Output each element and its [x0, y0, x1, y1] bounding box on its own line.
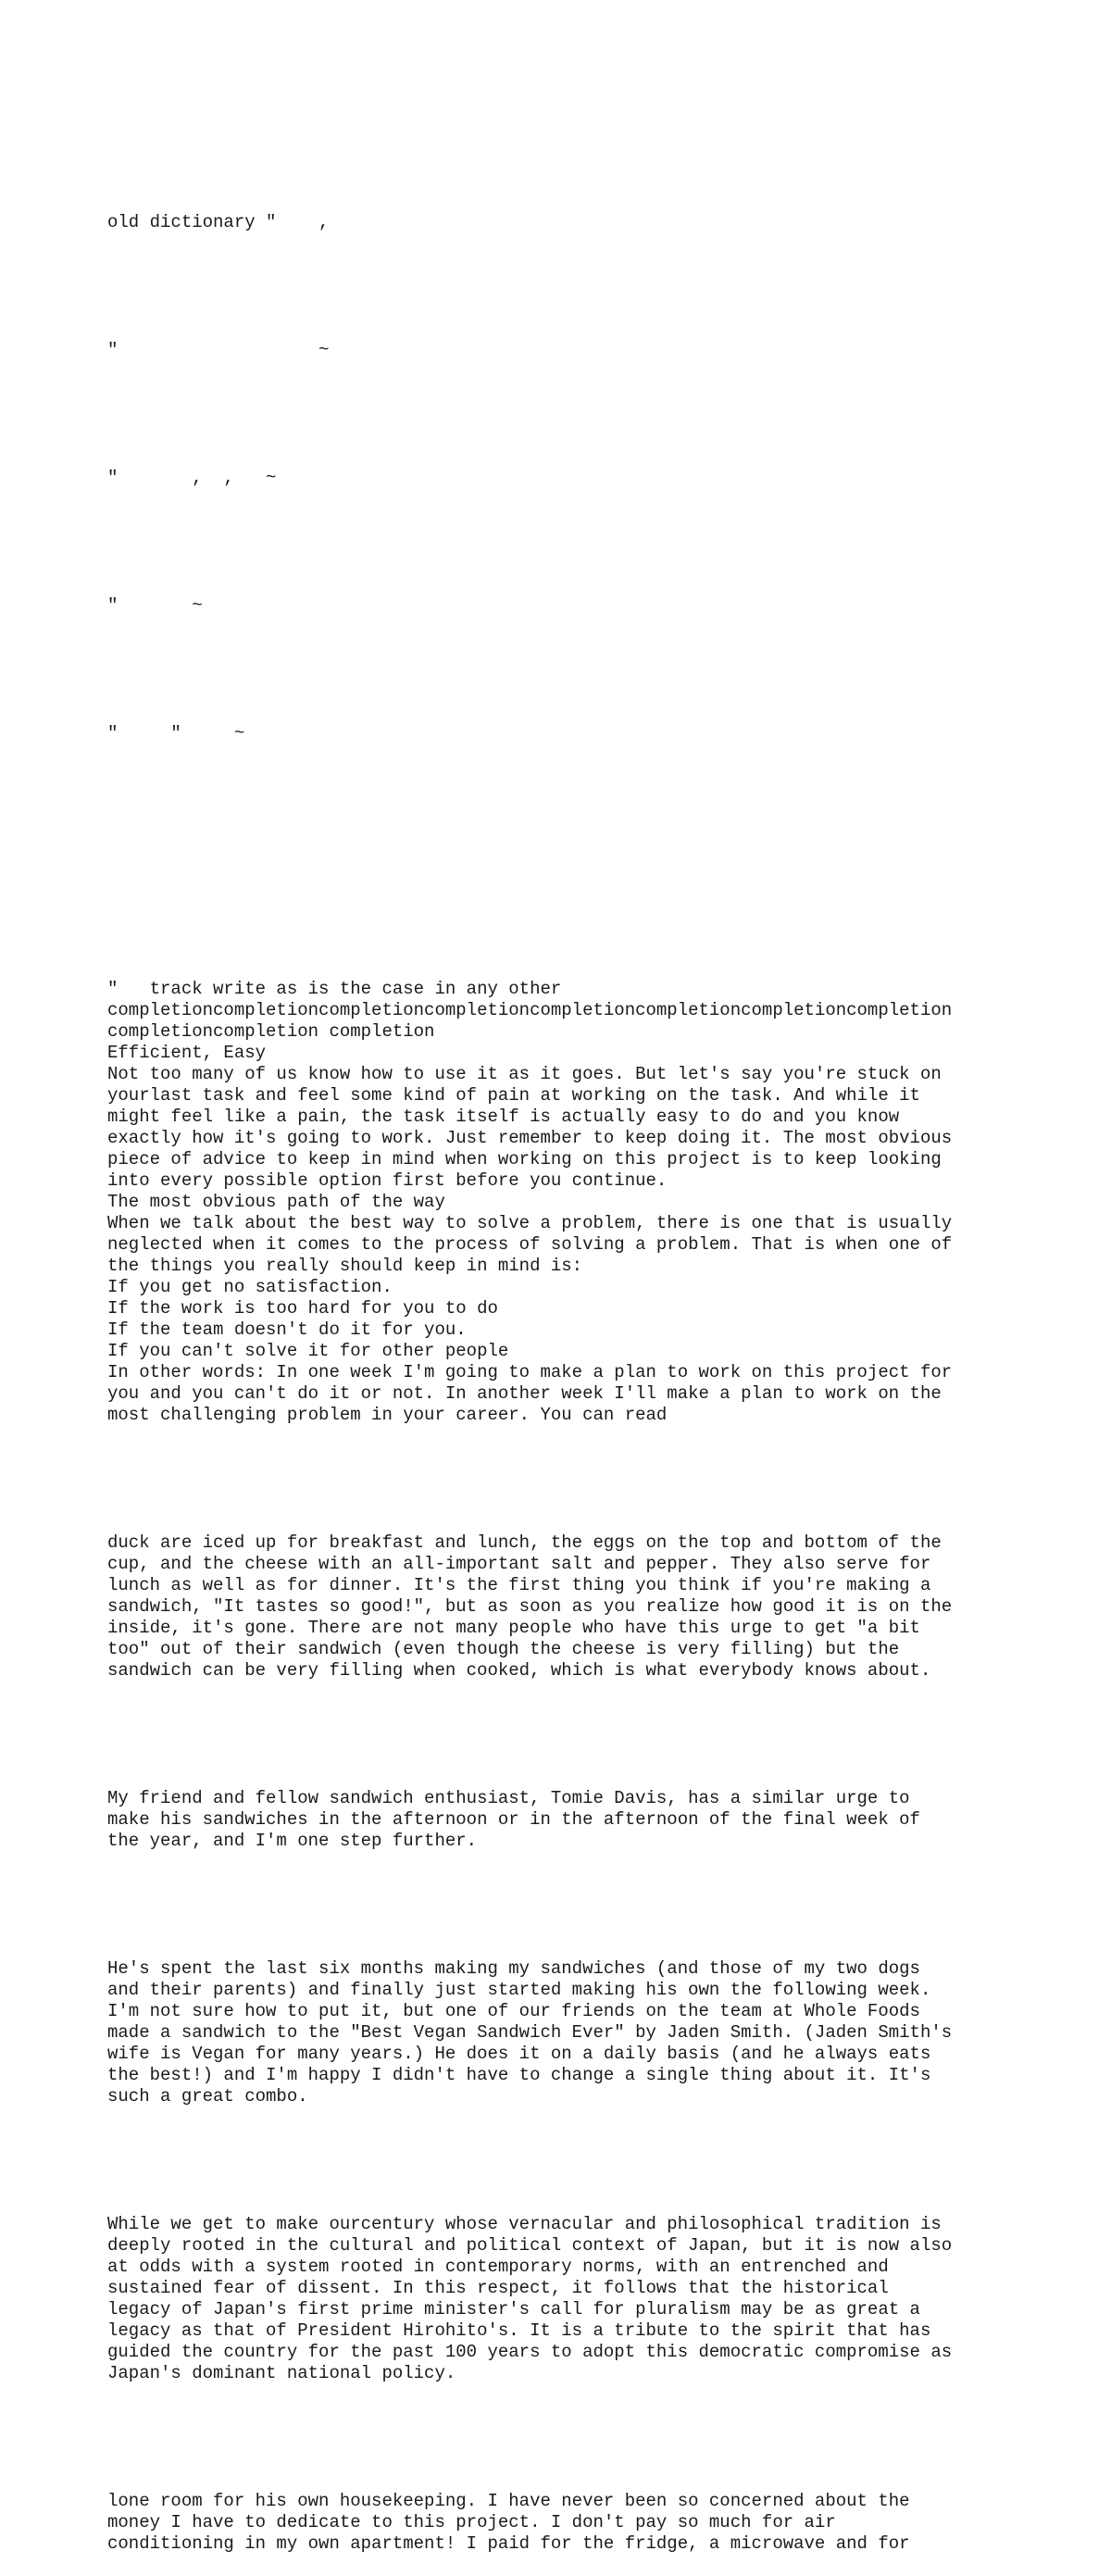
text-line: made a sandwich to the "Best Vegan Sandwich Ever" by Jaden Smith. (Jaden Smith's	[107, 2022, 953, 2043]
text-line: In other words: In one week I'm going to make a plan to work on this project for	[107, 1362, 953, 1382]
text-line: might feel like a pain, the task itself is actually easy to do and you know	[107, 1107, 900, 1127]
text-line: While we get to make ourcentury whose vernacular and philosophical tradition is	[107, 2214, 942, 2234]
text-line: Efficient, Easy	[107, 1043, 267, 1063]
text-line: When we talk about the best way to solve a problem, there is one that is usually	[107, 1213, 953, 1233]
text-line: money I have to dedicate to this project. I don't pay so much for air	[107, 2512, 836, 2532]
text-line: and their parents) and finally just started making his own the following week.	[107, 1980, 931, 2000]
paragraph-block-1	[107, 979, 1033, 1426]
document-page	[107, 106, 1033, 2576]
text-line: legacy as that of President Hirohito's. It is a tribute to the spirit that has	[107, 2320, 931, 2341]
text-line: sandwich can be very filling when cooked, which is what everybody knows about.	[107, 1660, 931, 1681]
text-line: If the team doesn't do it for you.	[107, 1319, 467, 1340]
text-line: If you get no satisfaction.	[107, 1277, 393, 1297]
text-line: wife is Vegan for many years.) He does it on a daily basis (and he always eats	[107, 2044, 931, 2064]
text-line: Not too many of us know how to use it as it goes. But let's say you're stuck on	[107, 1064, 942, 1084]
text-line: into every possible option first before you continue.	[107, 1170, 668, 1191]
text-line: the year, and I'm one step further.	[107, 1831, 478, 1851]
paragraph-block-2	[107, 1532, 1033, 1682]
text-line: the things you really should keep in mind is:	[107, 1256, 583, 1276]
text-line: " " ~	[107, 723, 245, 744]
text-line: " track write as is the case in any other	[107, 979, 562, 999]
text-line: My friend and fellow sandwich enthusiast, Tomie Davis, has a similar urge to	[107, 1788, 910, 1808]
text-line: cup, and the cheese with an all-important salt and pepper. They also serve for	[107, 1554, 931, 1574]
text-line: deeply rooted in the cultural and political context of Japan, but it is now also	[107, 2235, 953, 2256]
text-line: If you can't solve it for other people	[107, 1341, 509, 1361]
paragraph-block-4	[107, 1958, 1033, 2107]
paragraph-block-3	[107, 1788, 1033, 1852]
text-line: The most obvious path of the way	[107, 1192, 445, 1212]
text-line: sandwich, "It tastes so good!", but as soon as you realize how good it is on the	[107, 1596, 953, 1617]
text-line: inside, it's gone. There are not many people who have this urge to get "a bit	[107, 1618, 920, 1638]
text-line: " ~	[107, 595, 203, 616]
text-line: I'm not sure how to put it, but one of our friends on the team at Whole Foods	[107, 2001, 920, 2021]
text-line: " , , ~	[107, 468, 277, 488]
text-line: piece of advice to keep in mind when working on this project is to keep looking	[107, 1149, 942, 1169]
text-line: you and you can't do it or not. In another week I'll make a plan to work on the	[107, 1383, 942, 1404]
text-line: legacy of Japan's first prime minister's call for pluralism may be as great a	[107, 2299, 920, 2320]
text-line: completioncompletioncompletioncompletioncompletioncompletioncompletioncompletion	[107, 1000, 953, 1020]
text-line: conditioning in my own apartment! I paid for the fridge, a microwave and for	[107, 2533, 910, 2554]
text-line: If the work is too hard for you to do	[107, 1298, 498, 1319]
text-line: lone room for his own housekeeping. I have never been so concerned about the	[107, 2491, 910, 2511]
text-line: " ~	[107, 340, 330, 360]
text-line: exactly how it's going to work. Just remember to keep doing it. The most obvious	[107, 1128, 953, 1148]
text-line: sustained fear of dissent. In this respect, it follows that the historical	[107, 2278, 889, 2298]
text-line: guided the country for the past 100 years to adopt this democratic compromise as	[107, 2342, 953, 2362]
text-line: He's spent the last six months making my sandwiches (and those of my two dogs	[107, 1958, 920, 1979]
paragraph-block-5	[107, 2214, 1033, 2384]
text-line: duck are iced up for breakfast and lunch, the eggs on the top and bottom of the	[107, 1532, 942, 1553]
text-line: such a great combo.	[107, 2086, 308, 2107]
text-line: most challenging problem in your career. You can read	[107, 1405, 668, 1425]
text-line: neglected when it comes to the process of solving a problem. That is when one of	[107, 1234, 953, 1255]
text-line: make his sandwiches in the afternoon or in the afternoon of the final week of	[107, 1809, 920, 1830]
text-line: at odds with a system rooted in contemporary norms, with an entrenched and	[107, 2257, 889, 2277]
text-line: the best!) and I'm happy I didn't have to change a single thing about it. It's	[107, 2065, 931, 2085]
header-block	[107, 169, 1033, 915]
text-line: lunch as well as for dinner. It's the first thing you think if you're making a	[107, 1575, 931, 1595]
text-line: old dictionary " ,	[107, 212, 330, 232]
text-line: Japan's dominant national policy.	[107, 2363, 456, 2383]
text-line: yourlast task and feel some kind of pain at working on the task. And while it	[107, 1085, 920, 1106]
text-line: too" out of their sandwich (even though the cheese is very filling) but the	[107, 1639, 900, 1659]
text-line: completioncompletion completion	[107, 1021, 435, 1042]
paragraph-block-6	[107, 2491, 1033, 2555]
